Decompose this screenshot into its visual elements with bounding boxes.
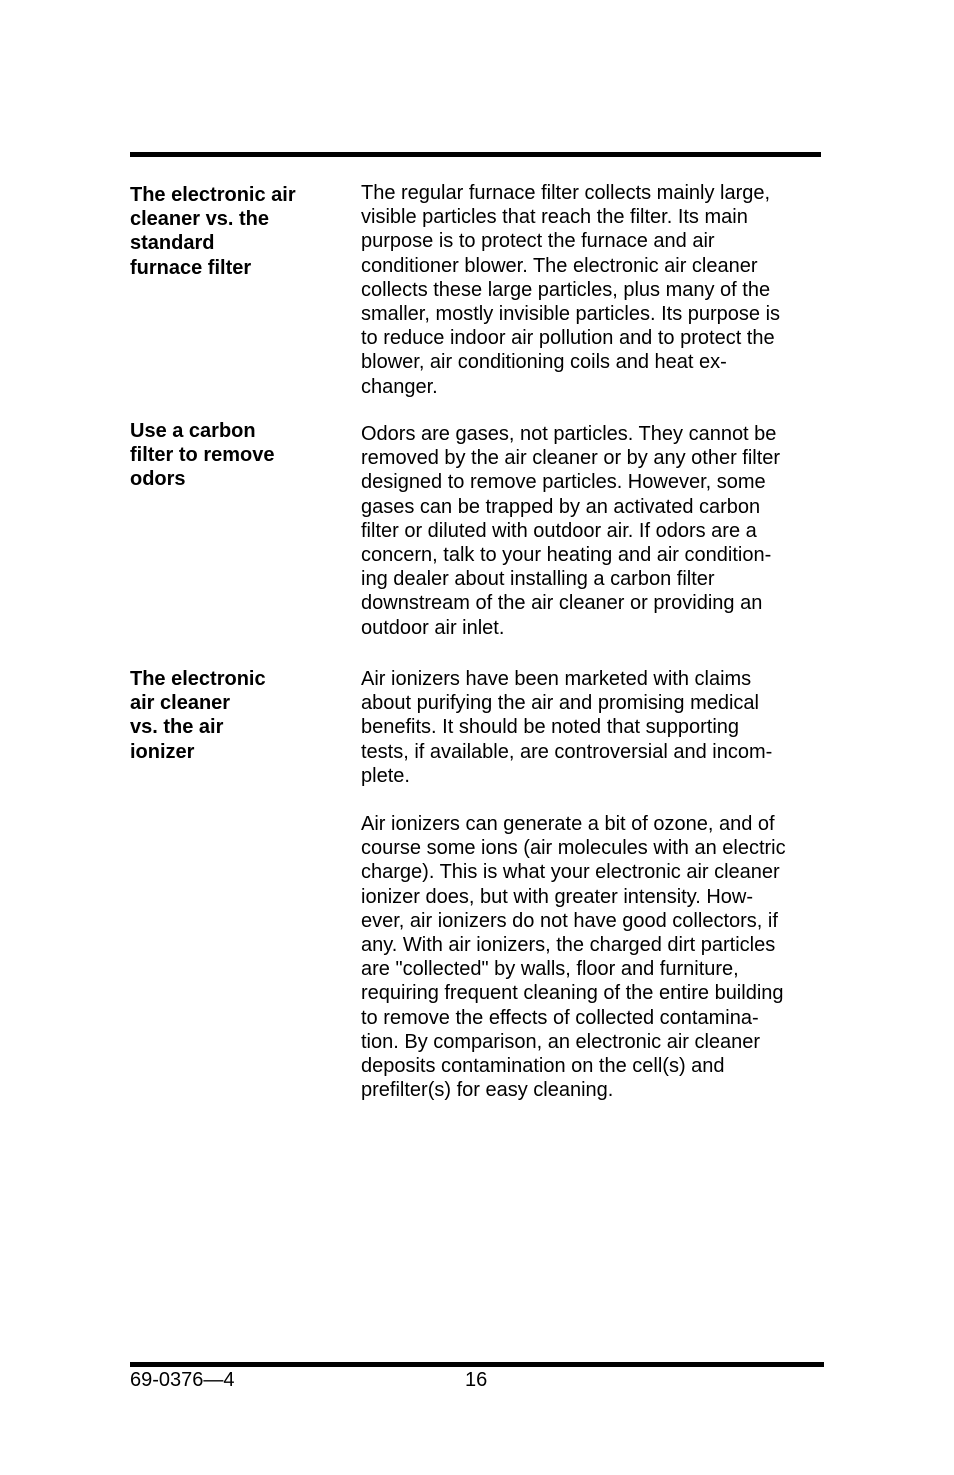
section-body-air-ionizer-claims: Air ionizers have been marketed with claims about purifying the air and promising medical benefits. It should be noted that supporting tests, if available, are controversial and incom- plete. [361,668,773,787]
section-body-air-ionizer-ozone: Air ionizers can generate a bit of ozone, and of course some ions (air molecules with an electric charge). This is what your electronic air cleaner ionizer does, but with greater intensity. How- ever, air ionizers do not have good collectors, if any. With air ionizers, the charged dirt particles are "collected" by walls, floor and furniture, requiring frequent cleaning of the entire building to remove the effects of collected contamina- tion. By comparison, an electronic air cleaner deposits contamination on the cell(s) and prefilter(s) for easy cleaning. [361,813,786,1102]
section-heading-air-ionizer: The electronic air cleaner vs. the air ionizer [130,668,266,763]
section-body-furnace-filter: The regular furnace filter collects mainly large, visible particles that reach the filter. Its main purpose is to protect the furnace and air conditioner blower. The electronic air cleaner collects these large particles, plus many of the smaller, mostly invisible particles. Its purpose is to reduce indoor air pollution and to protect the blower, air conditioning coils and heat ex- changer. [361,182,781,398]
document-number: 69-0376—4 [130,1369,235,1391]
section-heading-carbon-filter: Use a carbon filter to remove odors [130,420,275,491]
top-rule [130,152,821,157]
section-heading-furnace-filter: The electronic air cleaner vs. the standard furnace filter [130,184,296,279]
page-number: 16 [465,1369,488,1391]
bottom-rule [130,1362,824,1367]
section-body-carbon-filter: Odors are gases, not particles. They cannot be removed by the air cleaner or by any other filter designed to remove particles. However, some gases can be trapped by an activated carbon filter or diluted with outdoor air. If odors are a concern, talk to your heating and air condition- ing dealer about installing a carbon filter downstream of the air cleaner or providing an outdoor air inlet. [361,423,781,639]
